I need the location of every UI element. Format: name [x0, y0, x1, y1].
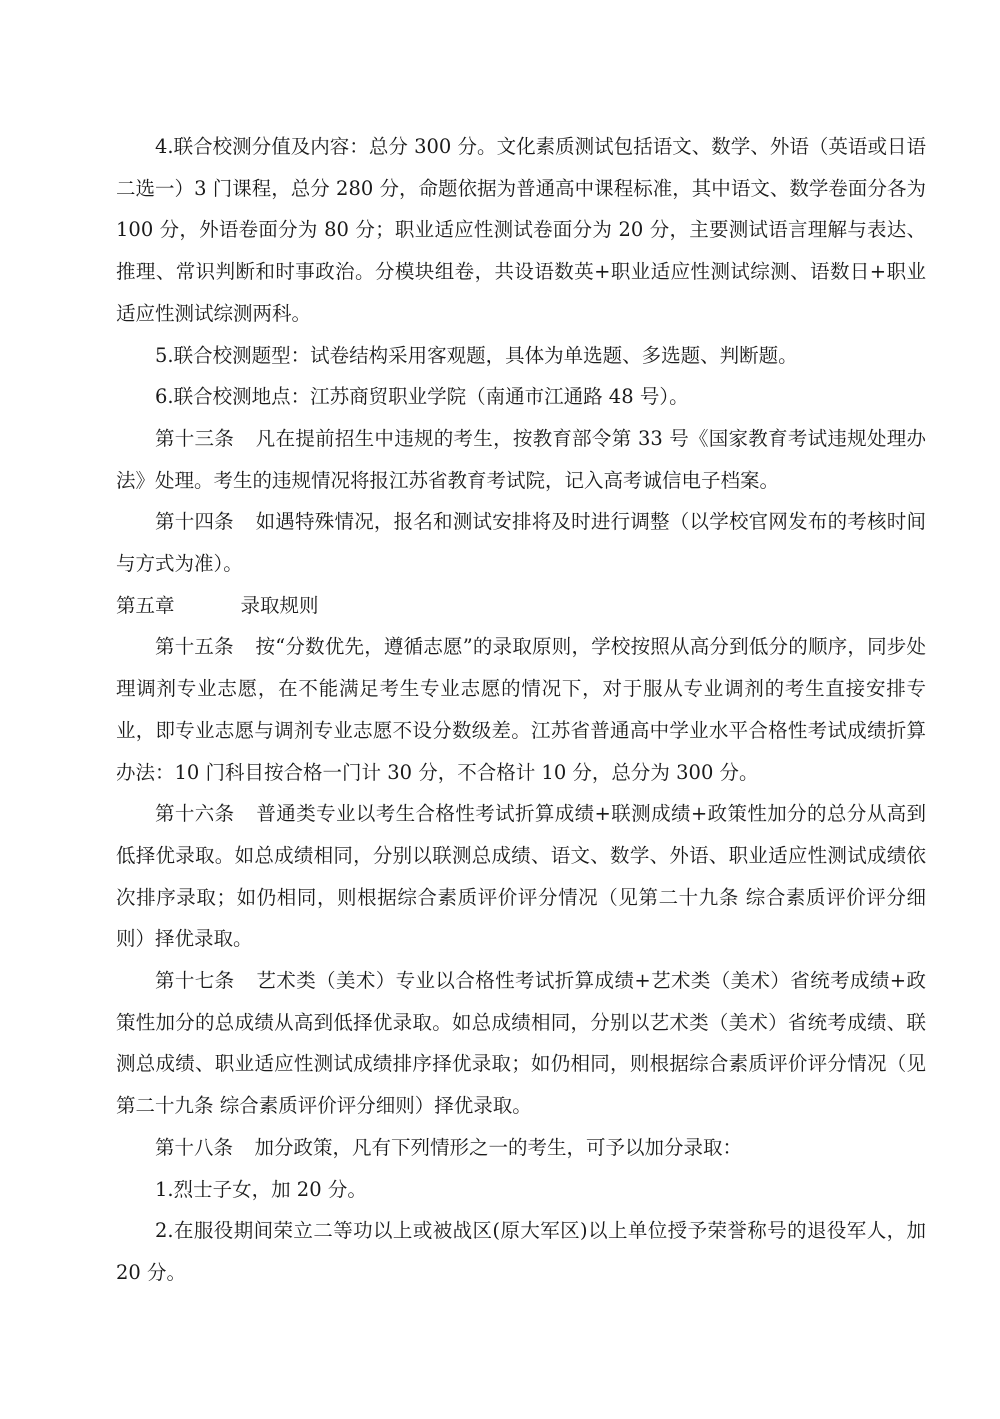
article-label: 第十四条 — [155, 510, 234, 534]
article-text: 如遇特殊情况，报名和测试安排将及时进行调整（以学校官网发布的考核时间与方式为准）。 — [116, 510, 926, 576]
article-17 — [116, 960, 926, 1127]
paragraph-exam-scores: 4.联合校测分值及内容：总分 300 分。文化素质测试包括语文、数学、外语（英语或日语二选一）3 门课程，总分 280 分，命题依据为普通高中课程标准，其中语文、数学卷面分各为 100 分，外语卷面分为 80 分；职业适应性测试卷面分为 20 分，主要测试语言理解与表达、推理、常识判断和时事政治。分模块组卷，共设语数英+职业适应性测试综测、语数日+职业适应性测试综测两科。 — [116, 135, 926, 325]
article-label: 第十八条 — [155, 1135, 234, 1159]
article-text: 凡在提前招生中违规的考生，按教育部令第 33 号《国家教育考试违规处理办法》处理。考生的违规情况将报江苏省教育考试院，记入高考诚信电子档案。 — [116, 426, 926, 492]
list-item-veterans: 2.在服役期间荣立二等功以上或被战区(原大军区)以上单位授予荣誉称号的退役军人，加 20 分。 — [116, 1219, 926, 1284]
article-text: 加分政策，凡有下列情形之一的考生，可予以加分录取： — [254, 1135, 742, 1159]
article-15 — [116, 626, 926, 793]
article-label: 第十七条 — [155, 969, 235, 993]
document-body — [116, 126, 926, 1294]
article-text: 按“分数优先，遵循志愿”的录取原则，学校按照从高分到低分的顺序，同步处理调剂专业志愿，在不能满足考生专业志愿的情况下，对于服从专业调剂的考生直接安排专业，即专业志愿与调剂专业志愿不设分数级差。江苏省普通高中学业水平合格性考试成绩折算办法：10 门科目按合格一门计 30 分，不合格计 10 分，总分为 300 分。 — [116, 635, 926, 784]
article-text: 艺术类（美术）专业以合格性考试折算成绩+艺术类（美术）省统考成绩+政策性加分的总成绩从高到低择优录取。如总成绩相同，分别以艺术类（美术）省统考成绩、联测总成绩、职业适应性测试成绩排序择优录取；如仍相同，则根据综合素质评价评分情况（见第二十九条 综合素质评价评分细则）择优录取。 — [116, 969, 926, 1118]
article-label: 第十三条 — [155, 426, 235, 450]
paragraph-exam-location: 6.联合校测地点：江苏商贸职业学院（南通市江通路 48 号）。 — [155, 385, 689, 409]
article-18 — [116, 1127, 926, 1169]
list-item-martyr-children: 1.烈士子女，加 20 分。 — [155, 1177, 367, 1201]
paragraph-exam-question-types: 5.联合校测题型：试卷结构采用客观题，具体为单选题、多选题、判断题。 — [155, 343, 798, 367]
article-13 — [116, 418, 926, 501]
article-16 — [116, 793, 926, 960]
article-text: 普通类专业以考生合格性考试折算成绩+联测成绩+政策性加分的总分从高到低择优录取。如总成绩相同，分别以联测总成绩、语文、数学、外语、职业适应性测试成绩依次排序录取；如仍相同，则根据综合素质评价评分情况（见第二十九条 综合素质评价评分细则）择优录取。 — [116, 802, 926, 951]
article-14 — [116, 501, 926, 584]
chapter-title: 录取规则 — [240, 593, 319, 617]
article-label: 第十五条 — [155, 635, 234, 659]
article-label: 第十六条 — [155, 802, 235, 826]
chapter-heading — [116, 585, 926, 627]
chapter-number: 第五章 — [116, 593, 175, 617]
